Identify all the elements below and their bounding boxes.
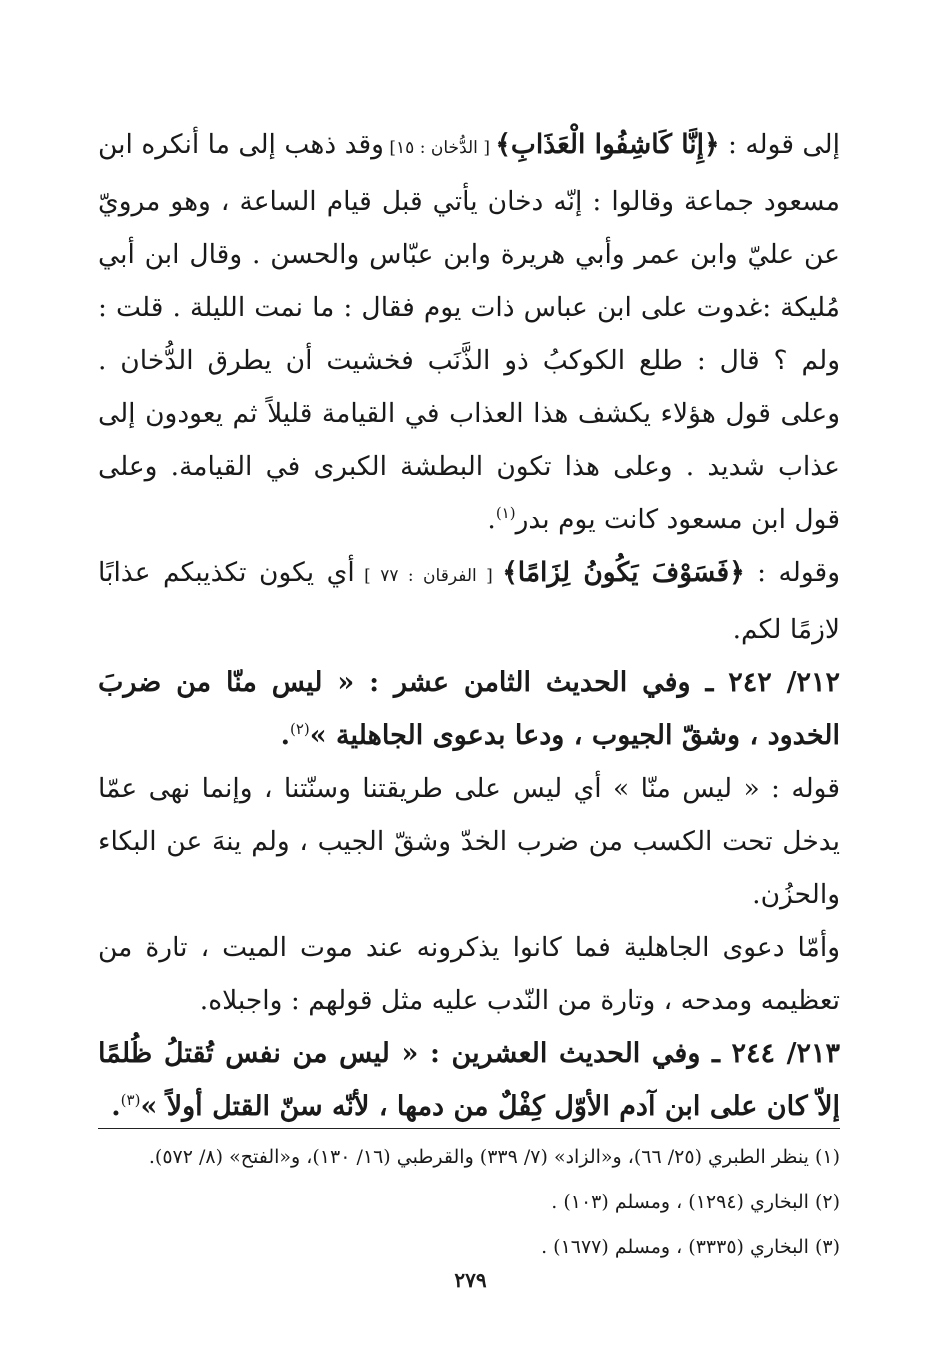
paragraph-end: . bbox=[487, 504, 496, 535]
hadith-end: . bbox=[280, 720, 290, 751]
footnote-3: (٣) البخاري (٣٣٣٥) ، ومسلم (١٦٧٧) . bbox=[541, 1236, 840, 1258]
footnote-divider bbox=[98, 1128, 840, 1129]
main-text bbox=[98, 118, 840, 1133]
commentary-dawa-jahiliyya: وأمّا دعوى الجاهلية فما كانوا يذكرونه عند موت الميت ، تارة من تعظيمه ومدحه ، وتارة من النّدب عليه مثل قولهم : واجبلاه. bbox=[98, 932, 840, 1016]
verse-reference: [ الفرقان : ٧٧ ] bbox=[354, 566, 503, 586]
page-number: ٢٧٩ bbox=[454, 1268, 487, 1292]
quran-verse: ﴿فَسَوْفَ يَكُونُ لِزَامًا﴾ bbox=[502, 557, 745, 588]
footnote-marker: (١) bbox=[495, 504, 516, 523]
paragraph-lead: إلى قوله : bbox=[719, 129, 840, 160]
commentary-laysa-minna: قوله : « ليس منّا » أي ليس على طريقتنا وسنّتنا ، وإنما نهى عمّا يدخل تحت الكسب من ضرب الخدّ وشقّ الجيب ، ولم ينهَ عن البكاء والحزُن. bbox=[98, 773, 840, 910]
hadith-213 bbox=[98, 1027, 840, 1133]
footnote-marker: (٢) bbox=[290, 720, 310, 738]
footnote-1: (١) ينظر الطبري (٢٥/ ٦٦)، و«الزاد» (٧/ ٣٣٩) والقرطبي (١٦/ ١٣٠)، و«الفتح» (٨/ ٥٧٢). bbox=[148, 1146, 840, 1168]
hadith-text: ٢١٢/ ٢٤٢ ـ وفي الحديث الثامن عشر : « ليس منّا من ضربَ الخدود ، وشقّ الجيوب ، ودعا بدعوى الجاهلية » bbox=[98, 667, 840, 751]
paragraph-dukhan-commentary bbox=[98, 118, 840, 546]
hadith-212 bbox=[98, 656, 840, 762]
paragraph-lead: وقوله : bbox=[744, 557, 840, 588]
footnote-2: (٢) البخاري (١٢٩٤) ، ومسلم (١٠٣) . bbox=[551, 1191, 840, 1213]
footnote-marker: (٣) bbox=[120, 1091, 141, 1109]
paragraph-body: أي يكون تكذيبكم عذابًا لازمًا لكم. bbox=[98, 557, 840, 645]
paragraph-furqan-commentary bbox=[98, 546, 840, 656]
footnotes-section bbox=[98, 1128, 840, 1270]
hadith-end: . bbox=[111, 1091, 121, 1122]
paragraph-body: وقد ذهب إلى ما أنكره ابن مسعود جماعة وقالوا : إنّه دخان يأتي قبل قيام الساعة ، وهو مرويّ عن عليّ وابن عمر وأبي هريرة وابن عبّاس والحسن . وقال ابن أبي مُليكة :غدوت على ابن عباس ذات يوم فقال : ما نمت الليلة . قلت : ولم ؟ قال : طلع الكوكبُ ذو الذَّنَب فخشيت أن يطرق الدُّخان . وعلى قول هؤلاء يكشف هذا العذاب في القيامة قليلاً ثم يعودون إلى عذاب شديد . وعلى هذا تكون البطشة الكبرى في القيامة. وعلى قول ابن مسعود كانت يوم بدر bbox=[98, 129, 840, 535]
hadith-text: ٢١٣/ ٢٤٤ ـ وفي الحديث العشرين : « ليس من نفس تُقتلُ ظُلمًا إلاّ كان على ابن آدم الأوّل كِفْلٌ من دمها ، لأنّه سنّ القتل أولاً » bbox=[98, 1038, 841, 1122]
verse-reference: [ الدُّخان : ١٥] bbox=[383, 138, 496, 158]
quran-verse: ﴿إِنَّا كَاشِفُوا الْعَذَابِ﴾ bbox=[495, 129, 720, 160]
